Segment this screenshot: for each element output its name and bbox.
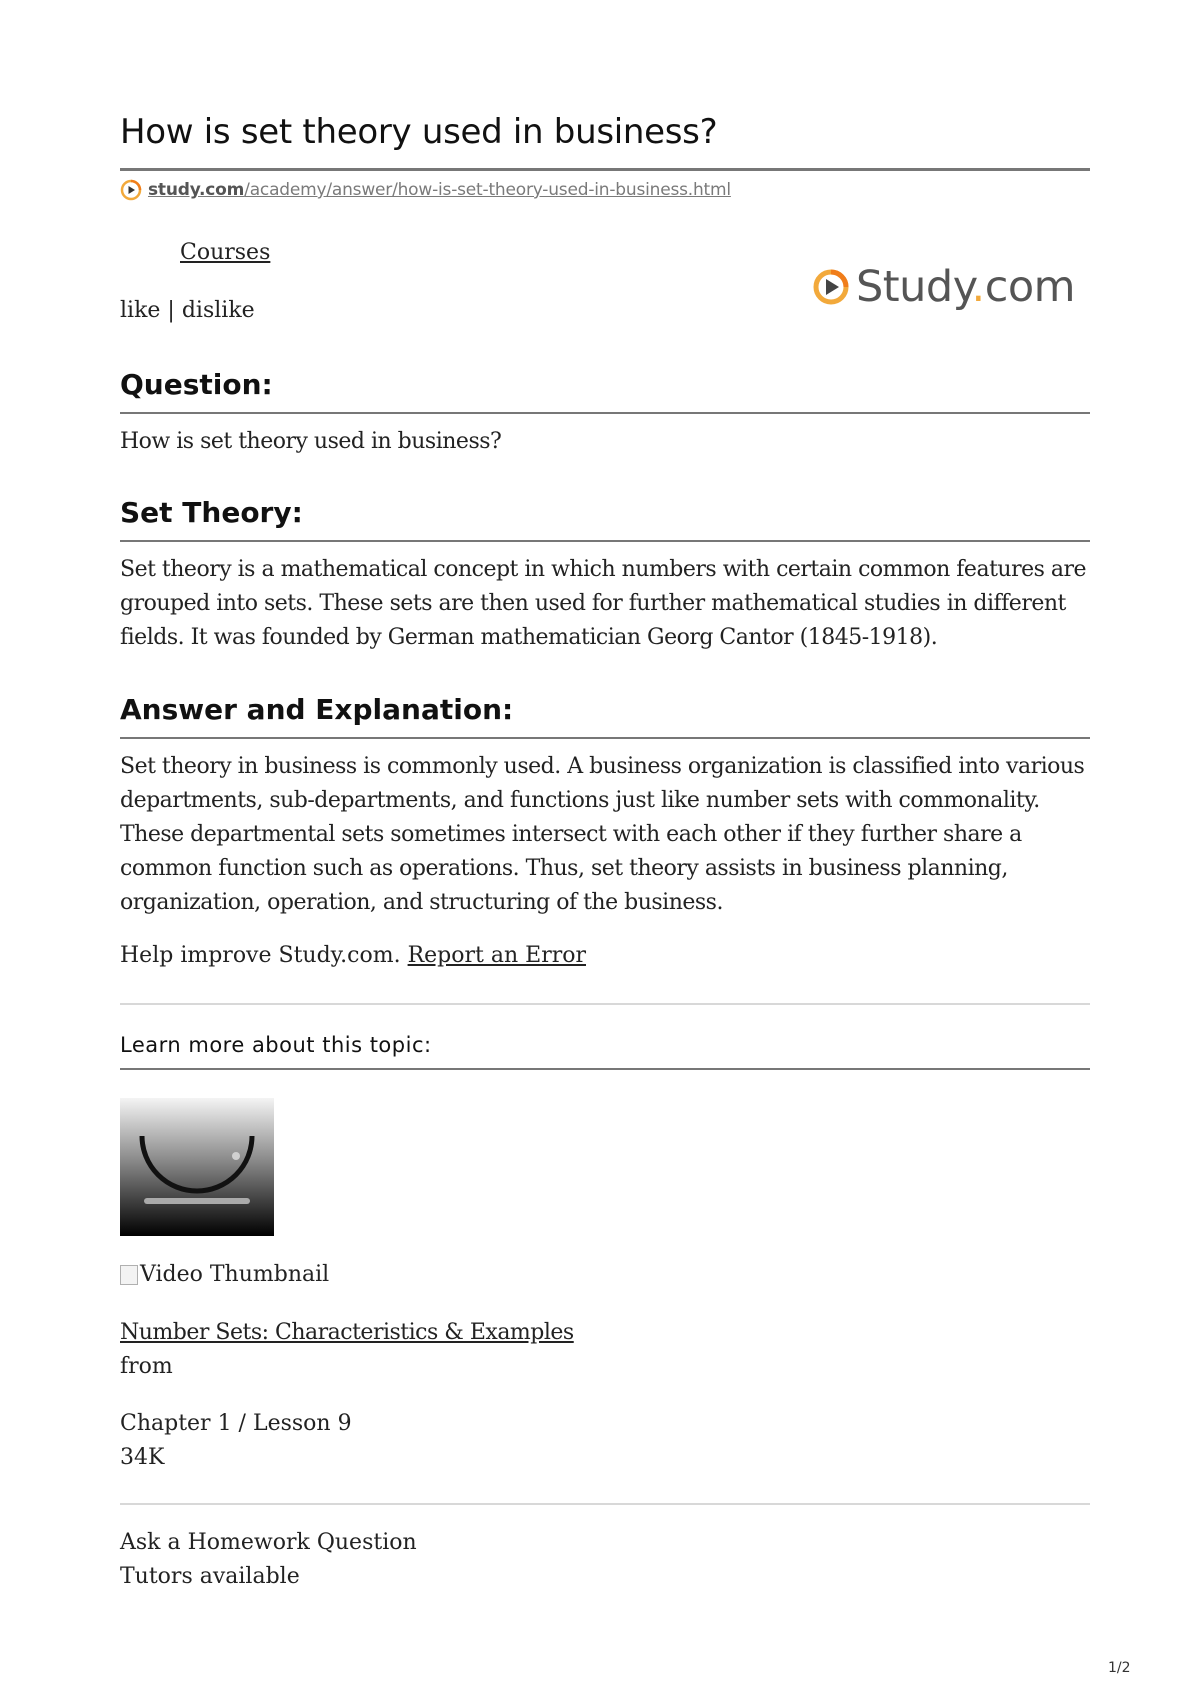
source-path: /academy/answer/how-is-set-theory-used-in-business.html <box>244 180 731 200</box>
improve-row <box>120 943 586 968</box>
page-number: 1/2 <box>1108 1660 1131 1676</box>
document-page <box>120 0 1090 1698</box>
title-divider <box>120 168 1090 171</box>
lesson-image[interactable] <box>120 1098 274 1236</box>
video-thumbnail-alt: Video Thumbnail <box>140 1262 330 1287</box>
study-logo-play-icon <box>812 268 850 306</box>
question-heading: Question: <box>120 368 273 401</box>
learn-more-heading: Learn more about this topic: <box>120 1033 432 1057</box>
page-title: How is set theory used in business? <box>120 112 718 152</box>
video-thumbnail[interactable] <box>120 1262 329 1287</box>
homework-title[interactable]: Ask a Homework Question <box>120 1530 417 1555</box>
learn-more-divider <box>120 1068 1090 1070</box>
reaction-separator: | <box>160 298 182 323</box>
question-divider <box>120 412 1090 414</box>
improve-text: Help improve Study.com. <box>120 943 401 968</box>
source-url-link[interactable] <box>148 180 731 200</box>
answer-heading: Answer and Explanation: <box>120 693 514 726</box>
set-theory-text: Set theory is a mathematical concept in which numbers with certain common features are grouped into sets. These sets are then used for further mathematical studies in different fields. It was founded by German mathematician Georg Cantor (1845-1918). <box>120 557 1087 650</box>
lesson-from: from <box>120 1354 173 1379</box>
homework-divider <box>120 1503 1090 1505</box>
answer-divider <box>120 737 1090 739</box>
like-button[interactable]: like <box>120 298 161 323</box>
study-play-icon <box>120 179 142 201</box>
section-divider <box>120 1003 1090 1005</box>
set-theory-divider <box>120 540 1090 542</box>
study-logo <box>812 262 1075 312</box>
broken-image-icon <box>120 1265 138 1285</box>
set-theory-heading: Set Theory: <box>120 496 303 529</box>
source-url-row <box>120 178 731 202</box>
report-error-link[interactable]: Report an Error <box>407 943 586 968</box>
chapter-info: Chapter 1 / Lesson 9 <box>120 1411 352 1436</box>
courses-link[interactable]: Courses <box>180 240 271 265</box>
homework-subtitle: Tutors available <box>120 1564 300 1589</box>
smile-curve-icon <box>120 1098 274 1236</box>
answer-text: Set theory in business is commonly used. A business organization is classified into various departments, sub-departments, and functions just like number sets with commonality. These departmental sets sometimes intersect with each other if they further share a common function such as operations. Thus, set theory assists in business planning, organization, operation, and structuring of the business. <box>120 754 1085 915</box>
reactions <box>120 298 255 323</box>
source-domain: study.com <box>148 180 245 200</box>
question-text: How is set theory used in business? <box>120 429 502 454</box>
lesson-title-link[interactable]: Number Sets: Characteristics & Examples <box>120 1320 574 1345</box>
dislike-button[interactable]: dislike <box>181 298 255 323</box>
view-count: 34K <box>120 1445 165 1470</box>
study-logo-text: Study.com <box>856 262 1076 312</box>
